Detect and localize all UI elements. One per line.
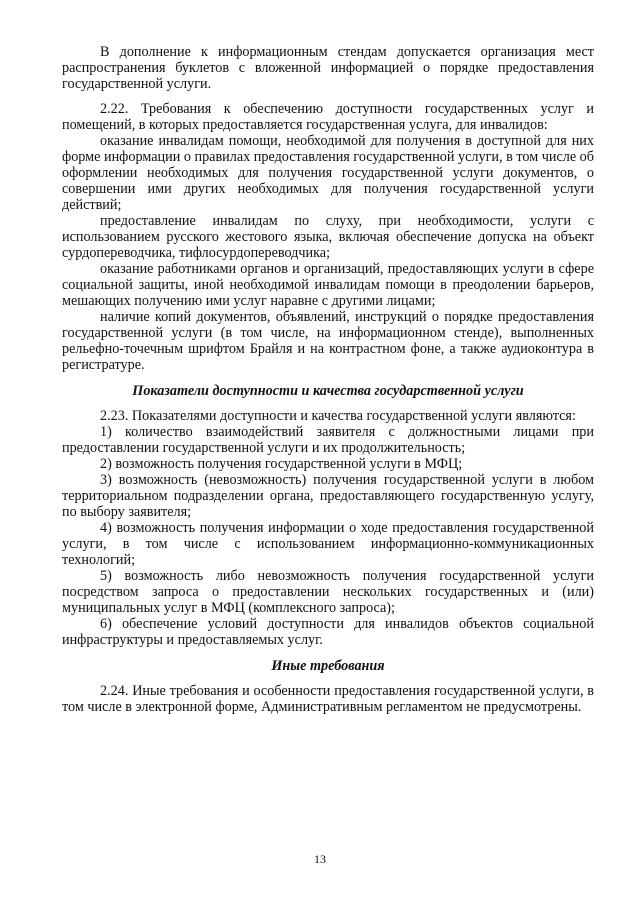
list-item-5: 5) возможность либо невозможность получения государственной услуги посредством запроса о предоставлении нескольких государственных и (или) муниципальных услуг в МФЦ (комплексного запроса); bbox=[62, 568, 594, 616]
paragraph-social-help: оказание работниками органов и организаций, предоставляющих услуги в сфере социальной защиты, иной необходимой инвалидам помощи в преодолении барьеров, мешающих получению ими услуг наравне с другими лицами; bbox=[62, 261, 594, 309]
paragraph-braille: наличие копий документов, объявлений, инструкций о порядке предоставления государственной услуги (в том числе, на информационном стенде), выполненных рельефно-точечным шрифтом Брайля и на контрастном фоне, а также аудиоконтура в регистратуре. bbox=[62, 309, 594, 373]
list-item-6: 6) обеспечение условий доступности для инвалидов объектов социальной инфраструктуры и предоставляемых услуг. bbox=[62, 616, 594, 648]
list-item-3: 3) возможность (невозможность) получения государственной услуги в любом территориальном подразделении органа, предоставляющего государственную услугу, по выбору заявителя; bbox=[62, 472, 594, 520]
section-heading-other: Иные требования bbox=[271, 658, 385, 674]
list-item-1: 1) количество взаимодействий заявителя с должностными лицами при предоставлении государственной услуги и их продолжительность; bbox=[62, 424, 594, 456]
paragraph-2-23: 2.23. Показателями доступности и качества государственной услуги являются: bbox=[100, 408, 576, 424]
page-number: 13 bbox=[314, 852, 326, 866]
list-item-2: 2) возможность получения государственной услуги в МФЦ; bbox=[100, 456, 463, 472]
paragraph-stands: В дополнение к информационным стендам допускается организация мест распространения буклетов с вложенной информацией о порядке предоставления государственной услуги. bbox=[62, 44, 594, 92]
paragraph-2-22: 2.22. Требования к обеспечению доступности государственных услуг и помещений, в которых предоставляется государственная услуга, для инвалидов: bbox=[62, 101, 594, 133]
paragraph-2-24: 2.24. Иные требования и особенности предоставления государственной услуги, в том числе в электронной форме, Административным регламентом не предусмотрены. bbox=[62, 683, 594, 715]
paragraph-assistance: оказание инвалидам помощи, необходимой для получения в доступной для них форме информации о правилах предоставления государственной услуги, в том числе об оформлении необходимых для получения государственной услуги документов, о совершении ими других необходимых для получения государственной услуги действий; bbox=[62, 133, 594, 213]
list-item-4: 4) возможность получения информации о ходе предоставления государственной услуги, в том числе с использованием информационно-коммуникационных технологий; bbox=[62, 520, 594, 568]
section-heading-accessibility: Показатели доступности и качества государственной услуги bbox=[132, 383, 524, 399]
paragraph-sign-language: предоставление инвалидам по слуху, при необходимости, услуги с использованием русского жестового языка, включая обеспечение допуска на объект сурдопереводчика, тифлосурдопереводчика; bbox=[62, 213, 594, 261]
